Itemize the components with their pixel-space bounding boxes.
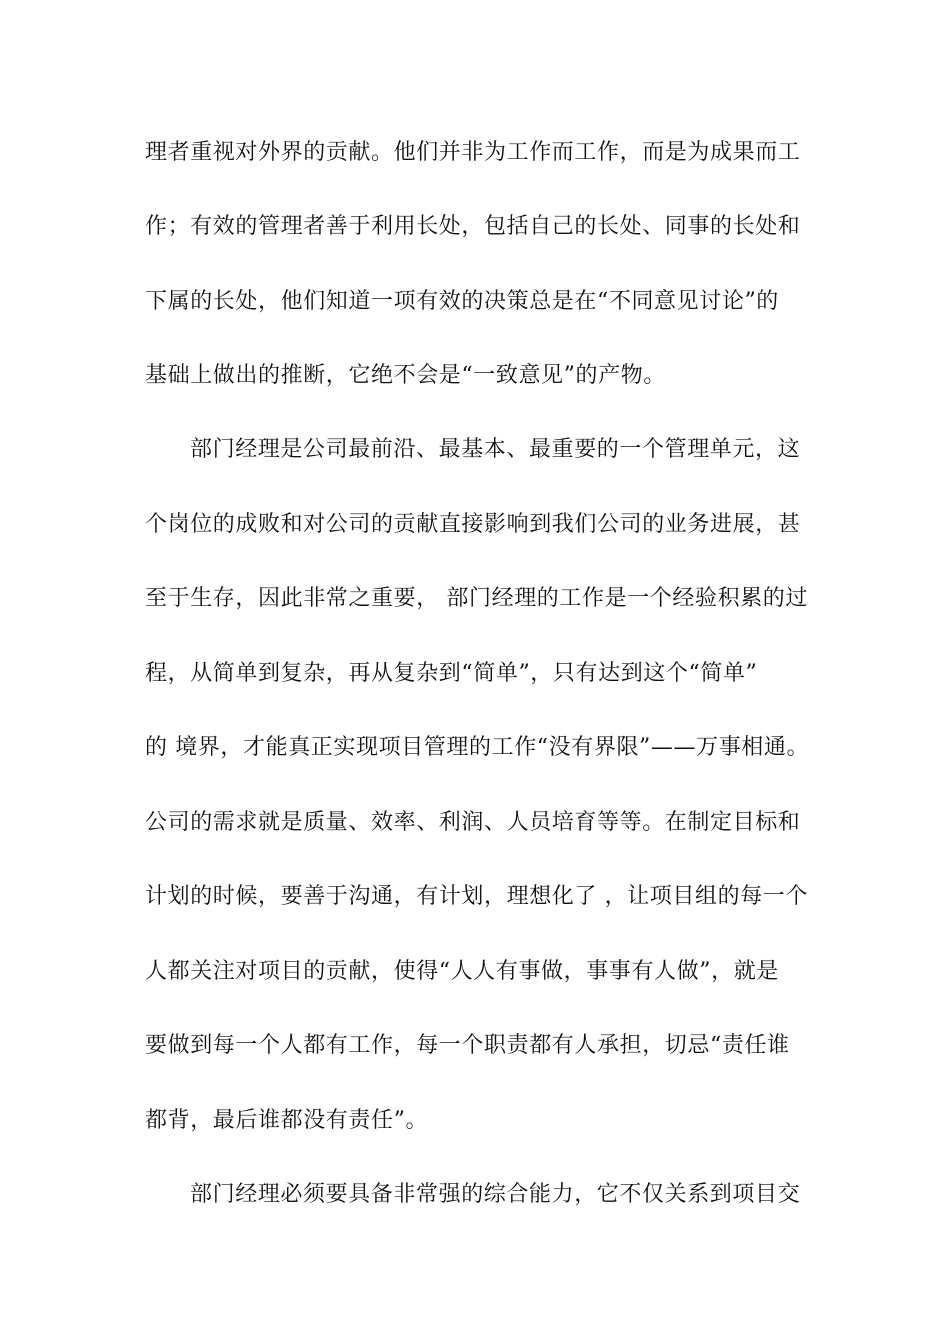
text-line: 都背，最后谁都没有责任”。 (145, 1108, 429, 1133)
text-line: 人都关注对项目的贡献，使得“人人有事做，事事有人做”，就是 (145, 959, 779, 984)
text-line: 基础上做出的推断，它绝不会是“一致意见”的产物。 (145, 363, 666, 388)
text-line: 理者重视对外界的贡献。他们并非为工作而工作，而是为成果而工 (145, 140, 801, 165)
text-line: 公司的需求就是质量、效率、利润、人员培育等等。在制定目标和 (145, 810, 801, 835)
text-line: 要做到每一个人都有工作，每一个职责都有人承担，切忌“责任谁 (145, 1033, 790, 1058)
paragraph-first-line: 部门经理必须要具备非常强的综合能力，它不仅关系到项目交 (190, 1182, 801, 1207)
text-line: 程，从简单到复杂，再从复杂到“简单”，只有达到这个“简单” (145, 661, 758, 686)
text-line: 个岗位的成败和对公司的贡献直接影响到我们公司的业务进展，甚 (145, 512, 801, 537)
text-line: 下属的长处，他们知道一项有效的决策总是在“不同意见讨论”的 (145, 289, 779, 314)
paragraph-first-line: 部门经理是公司最前沿、最基本、最重要的一个管理单元，这 (190, 437, 801, 462)
text-line: 的 境界，才能真正实现项目管理的工作“没有界限”——万事相通。 (145, 735, 810, 760)
text-line: 作；有效的管理者善于利用长处，包括自己的长处、同事的长处和 (145, 214, 801, 239)
text-line: 计划的时候，要善于沟通，有计划，理想化了 ，让项目组的每一个 (145, 884, 808, 909)
text-line: 至于生存，因此非常之重要， 部门经理的工作是一个经验积累的过 (145, 586, 808, 611)
